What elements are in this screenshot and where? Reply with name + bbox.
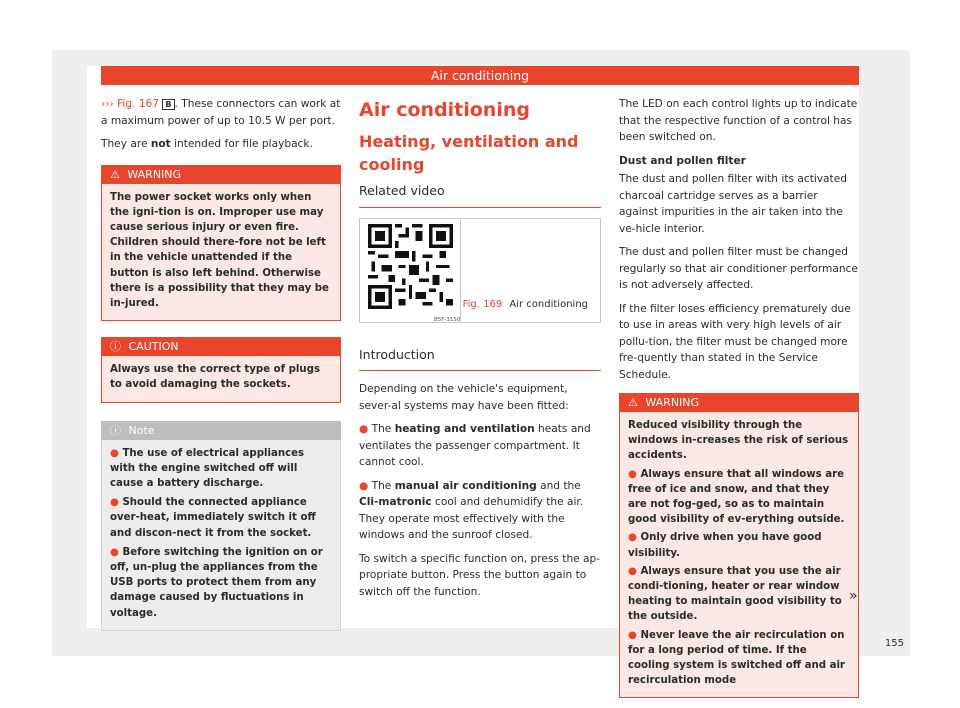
figure-caption [463,297,588,314]
column-right [619,96,859,698]
warning-body [619,412,859,698]
ac-text-c: and the [536,479,581,492]
figure-label: Fig. 169 [462,299,503,310]
playback-text-a: They are [101,138,151,150]
bullet-icon: ● [628,565,641,577]
introduction-heading: Introduction [359,347,601,372]
warning-item-text: Never leave the air recirculation on for a long period of time. If the cooling system is switched off and air recirculation mode [628,629,845,687]
bullet-icon: ● [110,546,123,558]
caution-text: Always use the correct type of plugs to avoid damaging the sockets. [101,356,341,402]
bullet-icon: ● [628,532,641,544]
bullet-icon: ● [359,423,372,435]
bullet-icon: ● [628,468,641,480]
video-figure[interactable] [359,218,601,323]
bullet-icon: ● [110,447,123,459]
warning-triangle-icon: ⚠ [628,396,638,409]
bullet-icon: ● [359,479,372,492]
warning-header [101,165,341,184]
note-item [110,446,332,492]
ac-text-a: The [371,479,395,492]
warning-label: WARNING [127,167,182,181]
figure-letter-badge: B [162,99,174,110]
warning-header [619,393,859,412]
systems-paragraph: Depending on the vehicle's equipment, sever-al systems may have been fitted: [359,383,569,412]
bullet-icon: ● [110,497,123,509]
column-left [101,96,341,631]
section-subtitle: Heating, ventilation and cooling [359,132,579,174]
note-box [101,421,341,631]
page-number: 155 [884,638,904,649]
figure-caption-text: Air conditioning [509,299,588,310]
section-title: Air conditioning [359,99,530,121]
intro-rest-text: . These connectors can work at a maximum power of up to 10.5 W per port. [101,98,341,127]
ac-text-e: cool and dehumidify the air. They operate most effectively with the windows and the sunroof closed. [359,496,584,541]
heating-text-bold: heating and ventilation [394,423,535,435]
filter-paragraph-3: If the filter loses efficiency prematurely due to use in areas with very high levels of air pollu-tion, the filter must be changed more fre-quently than stated in the Service Schedule. [619,302,851,381]
warning-item-text: Only drive when you have good visibility. [628,532,822,559]
warning-intro: Reduced visibility through the windows in-creases the risk of serious accidents. [628,420,849,462]
continuation-arrow: ››› [101,98,114,110]
note-item-text: The use of electrical appliances with the engine switched off will cause a battery discharge. [110,447,305,489]
note-item [110,495,332,541]
note-info-icon: ⓘ [110,423,121,437]
note-item-text: Before switching the ignition on or off, un-plug the appliances from the USB ports to protect them from any damage caused by fluctuations in voltage. [110,546,323,619]
ac-bullet [359,478,601,544]
warning-item-text: Always ensure that you use the air condi-tioning, heater or rear window heating to maintain good visibility to the outside. [628,565,842,623]
ac-text-bold: manual air conditioning [394,479,537,492]
note-item-text: Should the connected appliance over-heat, immediately switch it off and discon-nect it from the socket. [110,497,316,539]
caution-label: CAUTION [128,340,179,354]
warning-item-text: Always ensure that all windows are free of ice and snow, and that they are not fog-ged, so as to maintain good visibility of ev-erything outside. [628,468,845,526]
warning-triangle-icon: ⚠ [110,167,120,181]
intro-paragraph [101,96,341,129]
qr-code-icon[interactable] [368,224,453,309]
filter-paragraph-1: The dust and pollen filter with its activated charcoal cartridge serves as a barrier against impurities in the air taken into the ve-hicle interior. [619,173,847,235]
switch-paragraph: To switch a specific function on, press the ap-propriate button. Press the button again to switch off the function. [359,552,601,598]
note-body [101,440,341,631]
note-label: Note [128,423,155,437]
chapter-header: Air conditioning [101,66,859,85]
visibility-warning-box [619,393,859,698]
warning-label: WARNING [645,396,700,409]
bullet-icon: ● [628,629,641,641]
caution-header [101,337,341,356]
heating-text-c: heats and ventilates the passenger compartment. It cannot cool. [359,423,591,468]
playback-text-bold: not [150,138,171,150]
ac-text-bold-2: Cli-matronic [359,496,432,508]
heating-text-a: The [371,423,395,435]
related-video-heading: Related video [359,183,601,208]
warning-item [628,564,850,625]
warning-item [628,628,850,689]
info-circle-icon: ⓘ [110,340,121,354]
warning-item [628,530,850,560]
heating-bullet [359,421,601,471]
warning-item [628,467,850,528]
playback-text-c: intended for file playback. [170,138,313,150]
continue-icon: » [849,588,858,604]
caution-box [101,337,341,402]
qr-code-id: B5F-1150 [434,316,461,323]
figure-divider [460,219,461,322]
note-item [110,545,332,621]
figure-link[interactable]: Fig. 167 [117,98,160,110]
warning-text: The power socket works only when the igni-tion is on. Improper use may cause serious injury or even fire. Children should there-fore not be left in the vehicle unattended if the button is also left behind. Otherwise there is a possibility that they may be in-jured. [101,184,341,322]
warning-box [101,165,341,322]
column-middle [359,96,601,607]
led-paragraph: The LED on each control lights up to indicate that the respective function of a control has been switched on. [619,98,858,143]
filter-subheading: Dust and pollen filter [619,154,746,167]
note-header [101,421,341,440]
filter-paragraph-2: The dust and pollen filter must be changed regularly so that air conditioner performance is not adversely affected. [619,246,858,291]
playback-paragraph [101,136,341,153]
